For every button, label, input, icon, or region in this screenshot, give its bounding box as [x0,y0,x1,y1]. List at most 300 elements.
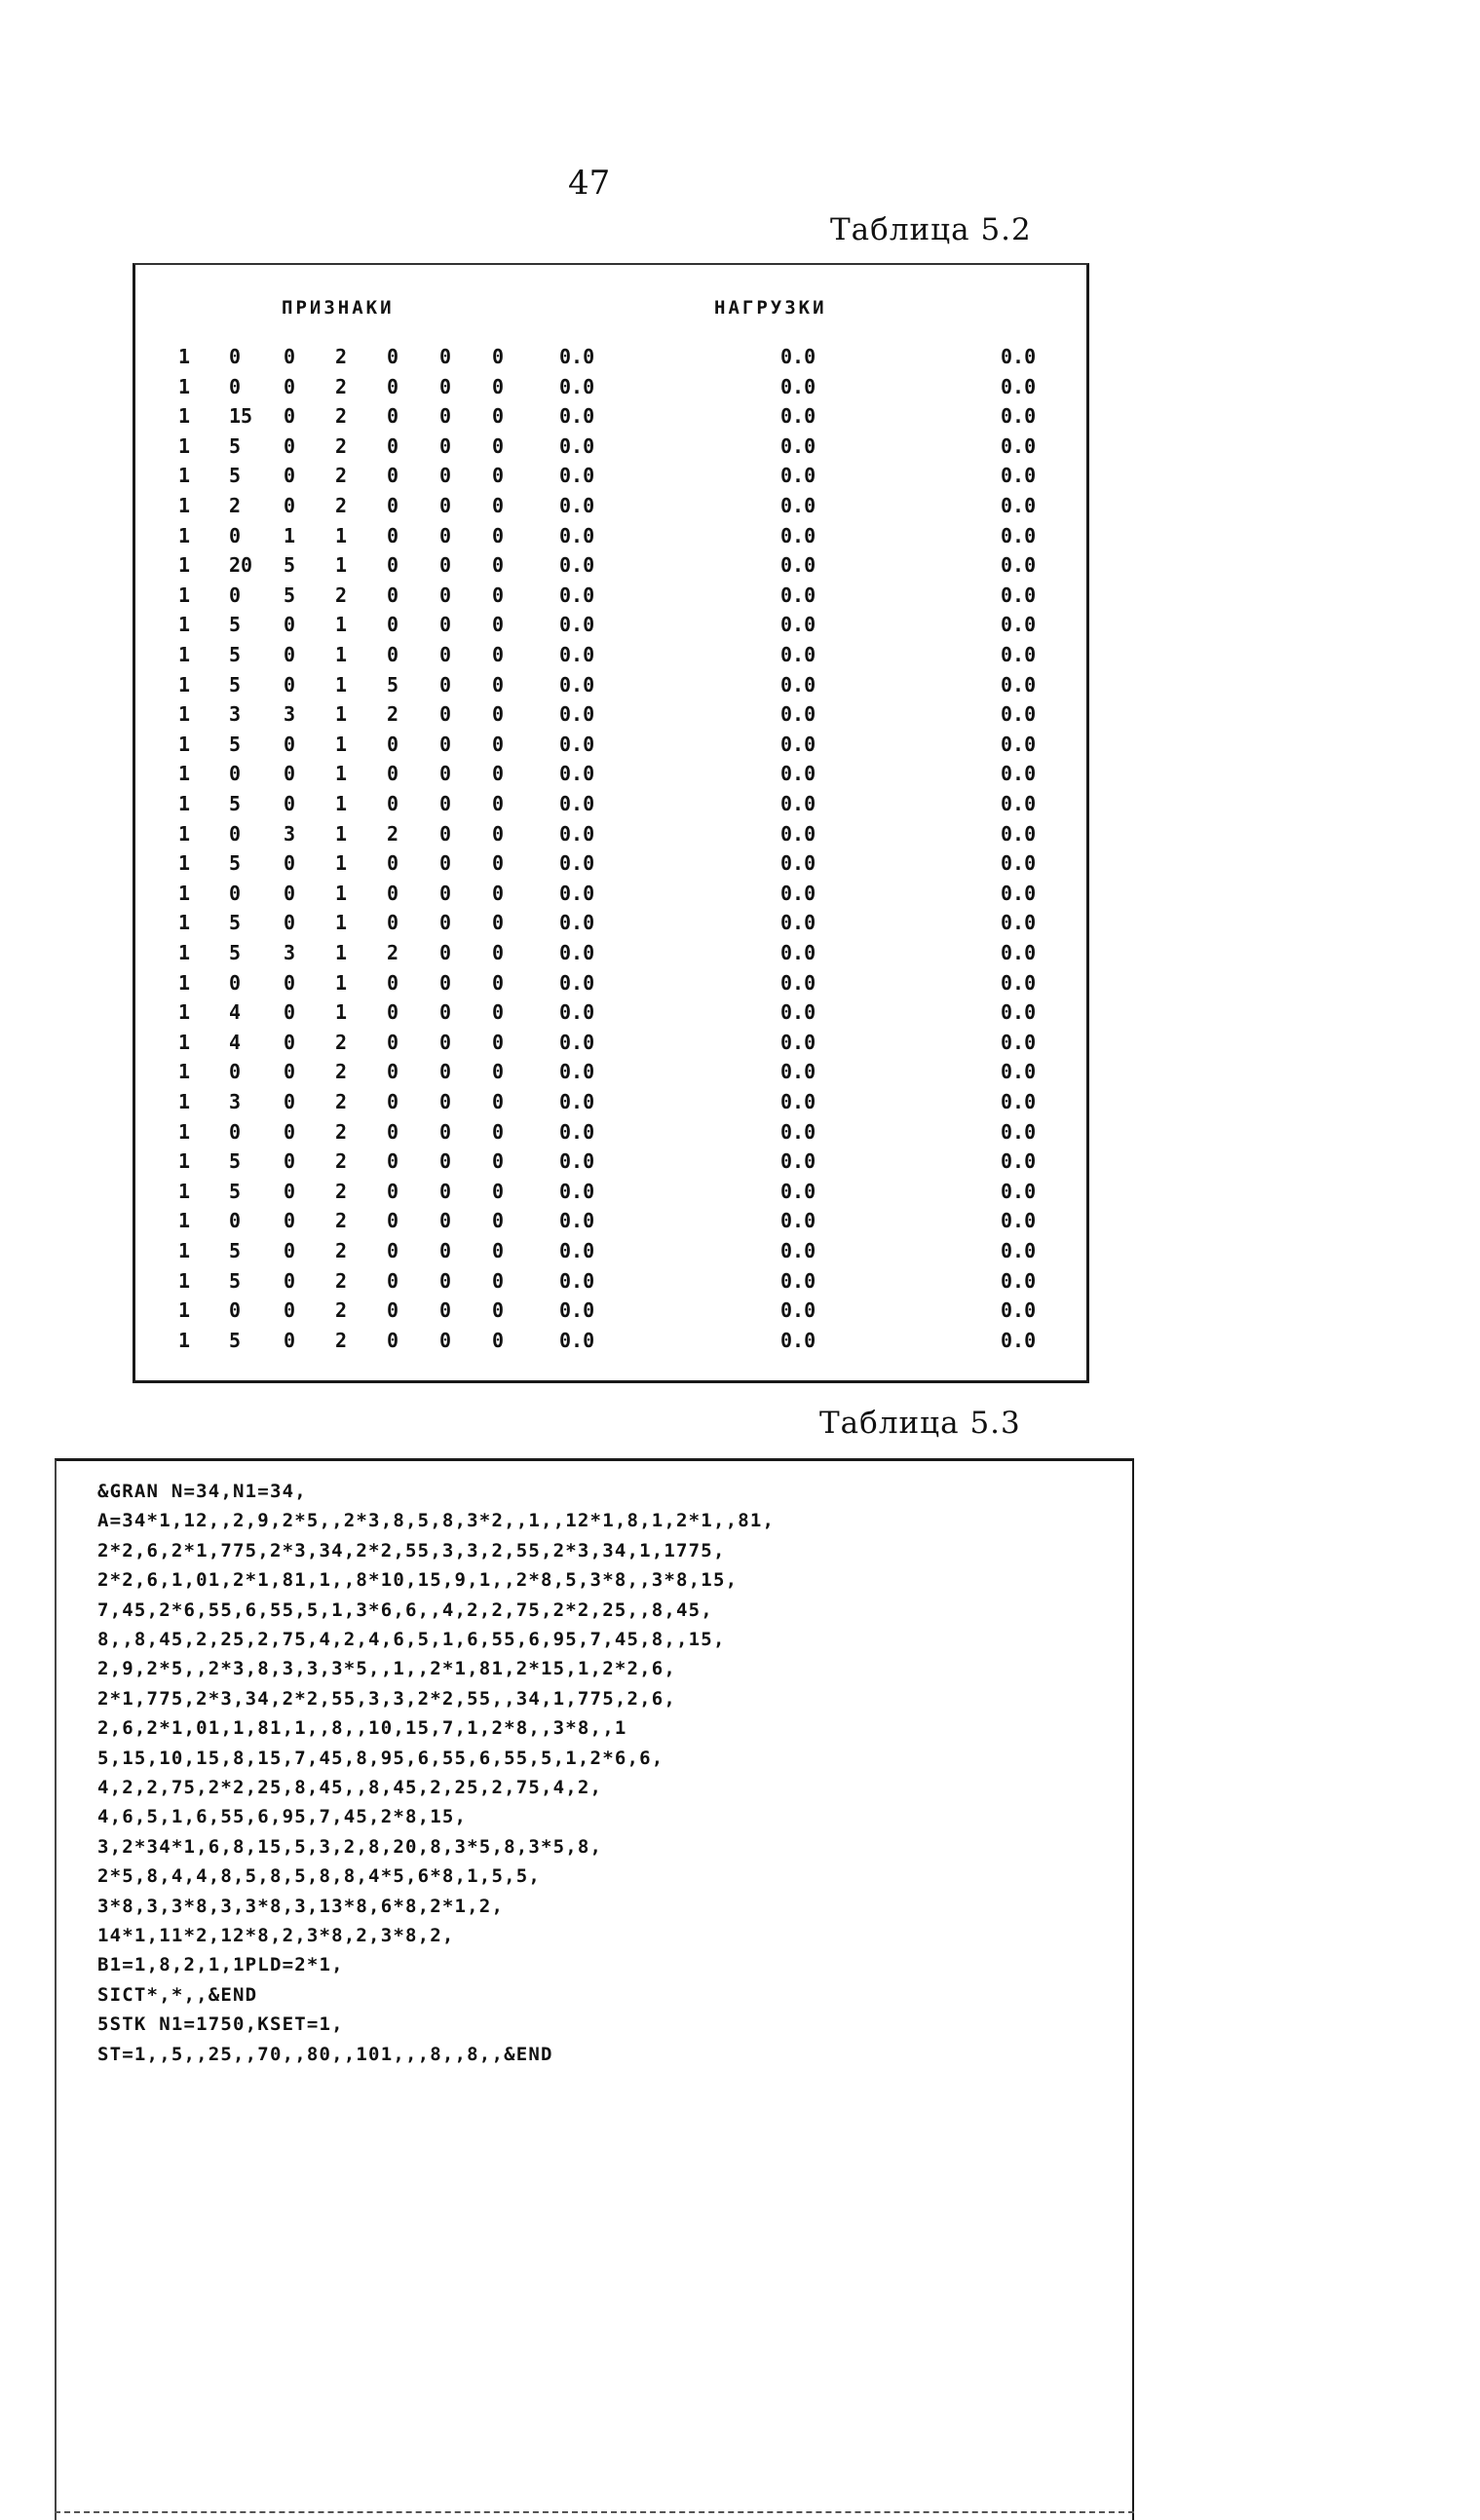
table-row [135,851,1086,881]
table-cell: 2 [335,583,348,607]
table-cell: 0 [229,1060,242,1084]
table-cell: 0.0 [780,464,816,488]
table-cell: 0 [284,762,296,786]
table-cell: 0.0 [780,1090,816,1113]
table-cell: 0.0 [780,970,816,995]
table-cell: 4 [229,1000,242,1025]
table-cell: 2 [387,821,399,846]
table-cell: 0 [229,1209,242,1233]
table-cell: 0 [387,1268,399,1293]
code-line: 5,15,10,15,8,15,7,45,8,95,6,55,6,55,5,1,2*6,6, [97,1747,664,1769]
table-cell: 0 [492,1209,505,1233]
table-cell: 1 [178,1030,191,1054]
table-cell: 0 [439,911,452,935]
table-cell: 0.0 [780,792,816,815]
table-cell: 0 [439,1268,452,1293]
table-cell: 0 [439,1328,452,1352]
table-cell: 0 [284,1209,296,1233]
table-cell: 0 [229,821,242,846]
table-row [135,702,1086,732]
table-cell: 0 [492,1090,505,1113]
table-row [135,1031,1086,1060]
table-cell: 1 [335,1000,348,1025]
table-cell: 0 [387,1209,399,1233]
table-cell: 2 [387,702,399,727]
table-cell: 0.0 [1001,702,1037,727]
table-cell: 1 [178,1060,191,1084]
table-cell: 0.0 [559,821,595,846]
table-cell: 1 [335,851,348,876]
table-cell: 2 [335,494,348,517]
table-cell: 0.0 [559,345,595,368]
table-cell: 2 [335,1179,348,1203]
table-cell: 0 [492,851,505,876]
table-cell: 1 [178,672,191,696]
table-cell: 0 [284,345,296,368]
table-cell: 1 [335,970,348,995]
table-cell: 1 [178,821,191,846]
table-cell: 0 [284,1119,296,1144]
table-cell: 0.0 [1001,464,1037,488]
table-cell: 0 [439,583,452,607]
table-cell: 0.0 [1001,433,1037,458]
table-5-2 [133,263,1089,1383]
table-5-3-caption: Таблица 5.3 [819,1406,1021,1441]
table-cell: 0.0 [1001,1239,1037,1262]
table-cell: 0.0 [1001,941,1037,964]
table-cell: 0 [387,970,399,995]
table-cell: 0 [492,1149,505,1174]
table-cell: 0 [387,553,399,578]
table-cell: 5 [229,1179,242,1203]
table-cell: 0.0 [559,881,595,905]
code-line: 2,9,2*5,,2*3,8,3,3,3*5,,1,,2*1,81,2*15,1,2*2,6, [97,1658,677,1680]
table-cell: 3 [284,821,296,846]
table-cell: 5 [284,553,296,578]
table-cell: 0 [229,1298,242,1323]
table-cell: 0 [492,911,505,935]
table-cell: 1 [178,970,191,995]
table-cell: 0 [229,762,242,786]
table-cell: 5 [387,672,399,696]
table-cell: 0 [492,1239,505,1262]
table-cell: 1 [178,404,191,429]
table-cell: 0 [439,1298,452,1323]
table-cell: 0.0 [559,702,595,727]
table-cell: 0 [284,1239,296,1262]
table-cell: 0.0 [1001,762,1037,786]
table-cell: 0 [229,1119,242,1144]
table-cell: 0 [492,1030,505,1054]
table-cell: 1 [335,643,348,666]
table-cell: 1 [178,613,191,637]
code-line: A=34*1,12,,2,9,2*5,,2*3,8,5,8,3*2,,1,,12*1,8,1,2*1,,81, [97,1510,776,1532]
table-cell: 1 [178,1090,191,1113]
table-cell: 0 [229,583,242,607]
table-cell: 1 [178,1268,191,1293]
table-cell: 0.0 [780,1268,816,1293]
table-5-3-bottom-rule [55,2511,1134,2513]
table-cell: 0 [492,941,505,964]
table-cell: 0.0 [1001,583,1037,607]
table-row [135,1239,1086,1268]
table-cell: 0.0 [559,1298,595,1323]
table-cell: 5 [229,732,242,756]
table-cell: 0 [439,523,452,547]
table-row [135,1120,1086,1149]
table-cell: 0.0 [559,583,595,607]
code-line: B1=1,8,2,1,1PLD=2*1, [97,1954,344,1976]
table-cell: 5 [229,1239,242,1262]
table-cell: 2 [335,345,348,368]
table-cell: 0.0 [780,374,816,398]
table-cell: 5 [229,911,242,935]
table-cell: 0 [439,1090,452,1113]
table-cell: 0 [284,643,296,666]
table-cell: 0 [439,643,452,666]
table-cell: 0.0 [1001,553,1037,578]
table-cell: 0 [387,881,399,905]
code-line: 5STK N1=1750,KSET=1, [97,2013,344,2036]
table-cell: 5 [229,851,242,876]
table-cell: 0 [439,732,452,756]
table-cell: 0 [492,881,505,905]
table-cell: 0.0 [780,553,816,578]
table-cell: 0.0 [559,643,595,666]
table-row [135,941,1086,970]
table-cell: 0 [387,1090,399,1113]
table-cell: 0 [284,732,296,756]
table-cell: 0.0 [559,1060,595,1084]
table-cell: 0.0 [1001,1149,1037,1174]
table-cell: 0.0 [780,702,816,727]
table-cell: 0.0 [780,1328,816,1352]
table-cell: 0.0 [780,672,816,696]
table-cell: 0.0 [780,523,816,547]
table-cell: 1 [178,553,191,578]
table-cell: 1 [335,941,348,964]
table-cell: 1 [178,374,191,398]
code-line: SICT*,*,,&END [97,1983,258,2006]
table-cell: 0 [492,374,505,398]
table-cell: 1 [335,553,348,578]
table-cell: 0.0 [1001,881,1037,905]
table-cell: 1 [335,792,348,815]
table-cell: 0 [439,792,452,815]
code-line: &GRAN N=34,N1=34, [97,1481,307,1502]
table-cell: 1 [178,792,191,815]
table-cell: 0 [387,613,399,637]
table-row [135,1269,1086,1298]
table-cell: 0 [492,643,505,666]
table-cell: 1 [178,1119,191,1144]
table-cell: 0.0 [780,1060,816,1084]
table-cell: 0 [492,464,505,488]
table-cell: 2 [335,1030,348,1054]
table-cell: 0.0 [559,404,595,429]
table-cell: 5 [229,672,242,696]
table-cell: 2 [335,1119,348,1144]
table-cell: 4 [229,1030,242,1054]
table-cell: 2 [335,404,348,429]
code-line: 8,,8,45,2,25,2,75,4,2,4,6,5,1,6,55,6,95,7,45,8,,15, [97,1629,726,1650]
table-cell: 0 [284,494,296,517]
code-line: 4,6,5,1,6,55,6,95,7,45,2*8,15, [97,1806,468,1828]
table-cell: 0.0 [559,1268,595,1293]
table-cell: 0 [284,881,296,905]
table-cell: 0.0 [780,613,816,637]
table-cell: 0.0 [559,1209,595,1233]
table-row [135,971,1086,1000]
table-cell: 0 [387,464,399,488]
table-cell: 0 [492,553,505,578]
table-cell: 0 [439,433,452,458]
table-cell: 2 [335,433,348,458]
table-cell: 2 [335,1149,348,1174]
table-cell: 0 [492,583,505,607]
table-cell: 0.0 [1001,1119,1037,1144]
table-cell: 0 [387,1328,399,1352]
table-cell: 0 [439,821,452,846]
table-cell: 1 [335,732,348,756]
table-cell: 0 [439,345,452,368]
loads-header: НАГРУЗКИ [714,297,827,319]
table-cell: 0.0 [780,583,816,607]
table-cell: 5 [229,941,242,964]
table-cell: 5 [229,433,242,458]
table-cell: 0 [492,1298,505,1323]
table-cell: 1 [178,851,191,876]
table-cell: 0 [492,1268,505,1293]
table-cell: 0 [492,732,505,756]
table-cell: 0 [492,345,505,368]
table-cell: 0.0 [559,911,595,935]
table-cell: 0.0 [559,1090,595,1113]
table-cell: 0 [492,1119,505,1144]
table-cell: 0.0 [1001,1209,1037,1233]
table-cell: 0.0 [780,1209,816,1233]
table-cell: 0 [492,821,505,846]
table-cell: 0.0 [1001,404,1037,429]
table-cell: 0 [439,553,452,578]
table-row [135,762,1086,791]
table-cell: 5 [229,792,242,815]
table-row [135,345,1086,374]
table-cell: 0.0 [780,732,816,756]
table-cell: 1 [178,1000,191,1025]
table-cell: 0 [387,732,399,756]
table-cell: 3 [229,1090,242,1113]
table-cell: 0 [284,404,296,429]
code-line: 4,2,2,75,2*2,25,8,45,,8,45,2,25,2,75,4,2, [97,1777,603,1798]
table-cell: 0 [229,345,242,368]
table-cell: 0 [439,672,452,696]
table-cell: 0 [387,643,399,666]
table-cell: 0 [284,1030,296,1054]
table-cell: 1 [178,881,191,905]
table-cell: 0 [439,494,452,517]
table-cell: 0 [284,1328,296,1352]
table-cell: 1 [178,643,191,666]
table-cell: 0.0 [780,762,816,786]
table-cell: 0 [492,1000,505,1025]
table-row [135,1000,1086,1030]
table-row [135,643,1086,672]
table-row [135,673,1086,702]
table-row [135,464,1086,493]
table-cell: 0 [387,1149,399,1174]
table-cell: 0 [387,1060,399,1084]
table-cell: 0 [492,702,505,727]
table-cell: 0.0 [780,1000,816,1025]
table-cell: 0 [439,1209,452,1233]
table-cell: 0.0 [559,1179,595,1203]
table-cell: 0.0 [1001,374,1037,398]
table-cell: 0 [492,1179,505,1203]
table-cell: 0.0 [780,1030,816,1054]
table-cell: 1 [178,1298,191,1323]
table-cell: 2 [335,1328,348,1352]
table-cell: 1 [335,762,348,786]
table-row [135,583,1086,613]
table-cell: 0.0 [780,1149,816,1174]
table-cell: 0 [229,881,242,905]
table-cell: 0 [492,404,505,429]
table-cell: 0 [439,762,452,786]
code-line: 2*2,6,2*1,775,2*3,34,2*2,55,3,3,2,55,2*3,34,1,1775, [97,1539,726,1561]
code-line: 14*1,11*2,12*8,2,3*8,2,3*8,2, [97,1925,455,1946]
table-cell: 1 [178,494,191,517]
table-cell: 1 [178,1328,191,1352]
table-cell: 3 [229,702,242,727]
table-cell: 0 [387,433,399,458]
table-cell: 0.0 [559,792,595,815]
table-cell: 0.0 [1001,911,1037,935]
table-cell: 0.0 [1001,1090,1037,1113]
table-cell: 0.0 [559,553,595,578]
table-cell: 0 [439,970,452,995]
table-cell: 1 [335,613,348,637]
table-cell: 0.0 [1001,672,1037,696]
table-cell: 2 [335,1090,348,1113]
table-cell: 3 [284,941,296,964]
table-cell: 0 [387,911,399,935]
table-row [135,1298,1086,1328]
table-cell: 0 [439,881,452,905]
table-cell: 0 [284,1149,296,1174]
table-cell: 1 [178,345,191,368]
table-row [135,1180,1086,1209]
table-cell: 0.0 [1001,1000,1037,1025]
table-5-2-caption: Таблица 5.2 [830,212,1032,247]
table-cell: 0.0 [780,1298,816,1323]
table-cell: 5 [229,464,242,488]
table-cell: 1 [178,1179,191,1203]
table-cell: 0 [387,345,399,368]
table-cell: 5 [284,583,296,607]
table-cell: 0 [439,1149,452,1174]
table-cell: 0 [439,941,452,964]
features-header: ПРИЗНАКИ [282,297,395,319]
table-cell: 0.0 [559,762,595,786]
table-cell: 5 [229,643,242,666]
table-cell: 0.0 [780,345,816,368]
table-cell: 0.0 [780,821,816,846]
table-row [135,792,1086,821]
table-cell: 0.0 [559,970,595,995]
table-cell: 20 [229,553,253,578]
table-cell: 0.0 [1001,970,1037,995]
table-cell: 0 [439,1239,452,1262]
table-cell: 5 [229,1328,242,1352]
table-5-3 [55,1458,1134,2520]
table-cell: 2 [387,941,399,964]
table-cell: 0.0 [1001,732,1037,756]
table-row [135,524,1086,553]
table-cell: 0.0 [780,1119,816,1144]
table-row [135,1060,1086,1089]
table-cell: 0 [492,792,505,815]
table-row [135,434,1086,464]
table-cell: 0 [387,851,399,876]
table-cell: 1 [335,821,348,846]
table-cell: 0.0 [780,404,816,429]
page-number: 47 [568,164,611,203]
table-cell: 0 [492,672,505,696]
table-cell: 0 [284,1090,296,1113]
table-cell: 0.0 [1001,1328,1037,1352]
table-cell: 1 [178,1209,191,1233]
table-cell: 0.0 [1001,1030,1037,1054]
table-cell: 0 [284,672,296,696]
table-cell: 0 [284,464,296,488]
table-cell: 0.0 [559,464,595,488]
table-cell: 2 [335,374,348,398]
table-cell: 0.0 [559,494,595,517]
table-cell: 0.0 [780,494,816,517]
table-cell: 0.0 [559,1149,595,1174]
table-cell: 0.0 [559,374,595,398]
table-cell: 0.0 [559,1239,595,1262]
code-line: 3*8,3,3*8,3,3*8,3,13*8,6*8,2*1,2, [97,1895,505,1917]
table-cell: 0.0 [780,851,816,876]
table-cell: 2 [335,1298,348,1323]
table-cell: 0 [387,762,399,786]
code-line: 2*5,8,4,4,8,5,8,5,8,8,4*5,6*8,1,5,5, [97,1865,542,1888]
table-cell: 0 [439,1060,452,1084]
table-cell: 0.0 [1001,613,1037,637]
table-cell: 0 [492,433,505,458]
table-cell: 0 [284,1060,296,1084]
table-cell: 2 [335,1239,348,1262]
table-cell: 0.0 [559,1030,595,1054]
table-cell: 1 [335,672,348,696]
table-cell: 0 [492,1328,505,1352]
table-row [135,1329,1086,1358]
table-cell: 0 [387,792,399,815]
table-cell: 0 [387,523,399,547]
table-row [135,494,1086,523]
table-cell: 1 [178,583,191,607]
table-cell: 0.0 [1001,851,1037,876]
table-cell: 5 [229,613,242,637]
table-cell: 0.0 [1001,643,1037,666]
table-cell: 1 [178,732,191,756]
table-cell: 0.0 [1001,1298,1037,1323]
table-cell: 1 [284,523,296,547]
table-cell: 1 [335,881,348,905]
code-line: 2,6,2*1,01,1,81,1,,8,,10,15,7,1,2*8,,3*8,,1 [97,1717,627,1740]
